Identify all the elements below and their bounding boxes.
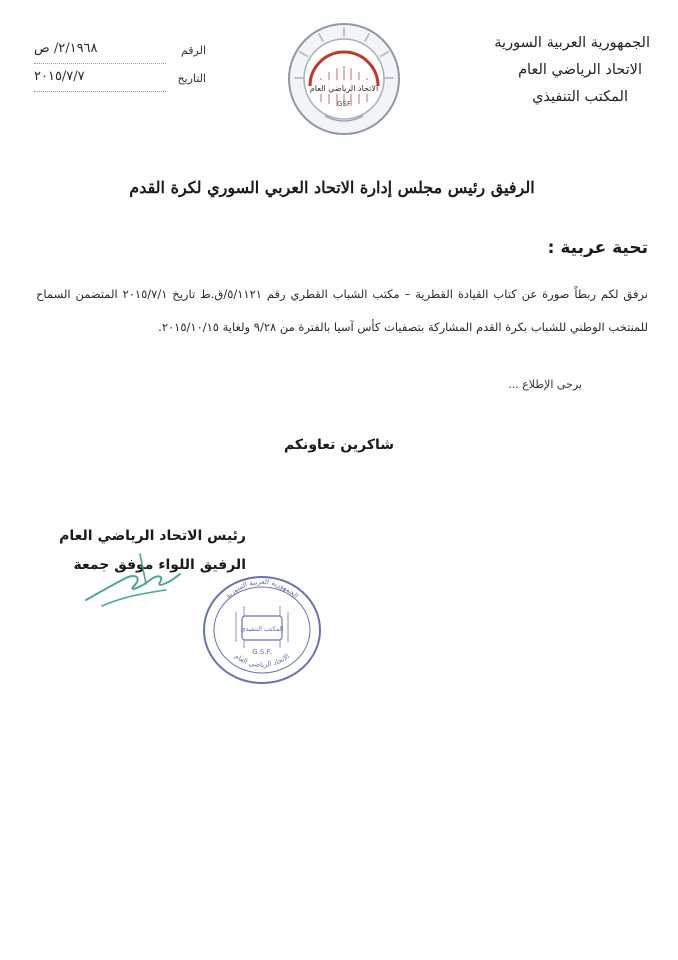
recipient-line: الرفيق رئيس مجلس إدارة الاتحاد العربي السوري لكرة القدم [129,178,535,197]
organization-header [450,30,650,111]
body-paragraph: نرفق لكم ربطاً صورة عن كتاب القيادة القطرية – مكتب الشباب القطري رقم ٥/١١٢١/ق.ط تاريخ ٢٠١٥/٧/١ المتضمن السماح للمنتخب الوطني للشباب بكرة القدم المشاركة بتصفيات كأس آسيا بالفترة من ٩/٢٨ ولغاية ٢٠١٥/١٠/١٥. [36,287,648,334]
date-row [34,69,206,100]
svg-text:الجمهورية العربية السورية [224,578,300,600]
reference-number-row [34,41,206,72]
review-note: يرجى الإطلاع ... [508,378,582,391]
reference-number-value: ٢/١٩٦٨/ ص [34,41,98,56]
federation-logo-icon [285,20,403,138]
stamp-top-text: الجمهورية العربية السورية [224,577,300,601]
signatory-title: رئيس الاتحاد الرياضي العام [59,528,246,544]
stamp-bottom-text: الاتحاد الرياضي العام [233,652,291,669]
reference-number-line [34,63,166,64]
org-line-office: المكتب التنفيذي [532,89,628,105]
official-stamp-icon [200,572,324,684]
greeting: تحية عربية : [547,238,648,258]
logo-text: الاتحاد الرياضي العام [309,84,379,93]
reference-block [34,41,206,100]
date-label: التاريخ [177,72,206,85]
handwritten-signature-icon [80,548,190,610]
date-line [34,91,166,92]
stamp-initials: G.S.F. [252,648,272,656]
logo-initials: GSF [337,100,351,108]
signatory-name: الرفيق اللواء موفق جمعة [73,557,246,573]
org-line-country: الجمهورية العربية السورية [494,35,650,51]
reference-number-label: الرقم [180,44,206,57]
date-value: ٢٠١٥/٧/٧ [34,69,85,84]
closing-thanks: شاكرين تعاونكم [283,437,395,453]
stamp-center-text: المكتب التنفيذي [240,625,284,633]
org-line-federation: الاتحاد الرياضي العام [518,62,642,78]
